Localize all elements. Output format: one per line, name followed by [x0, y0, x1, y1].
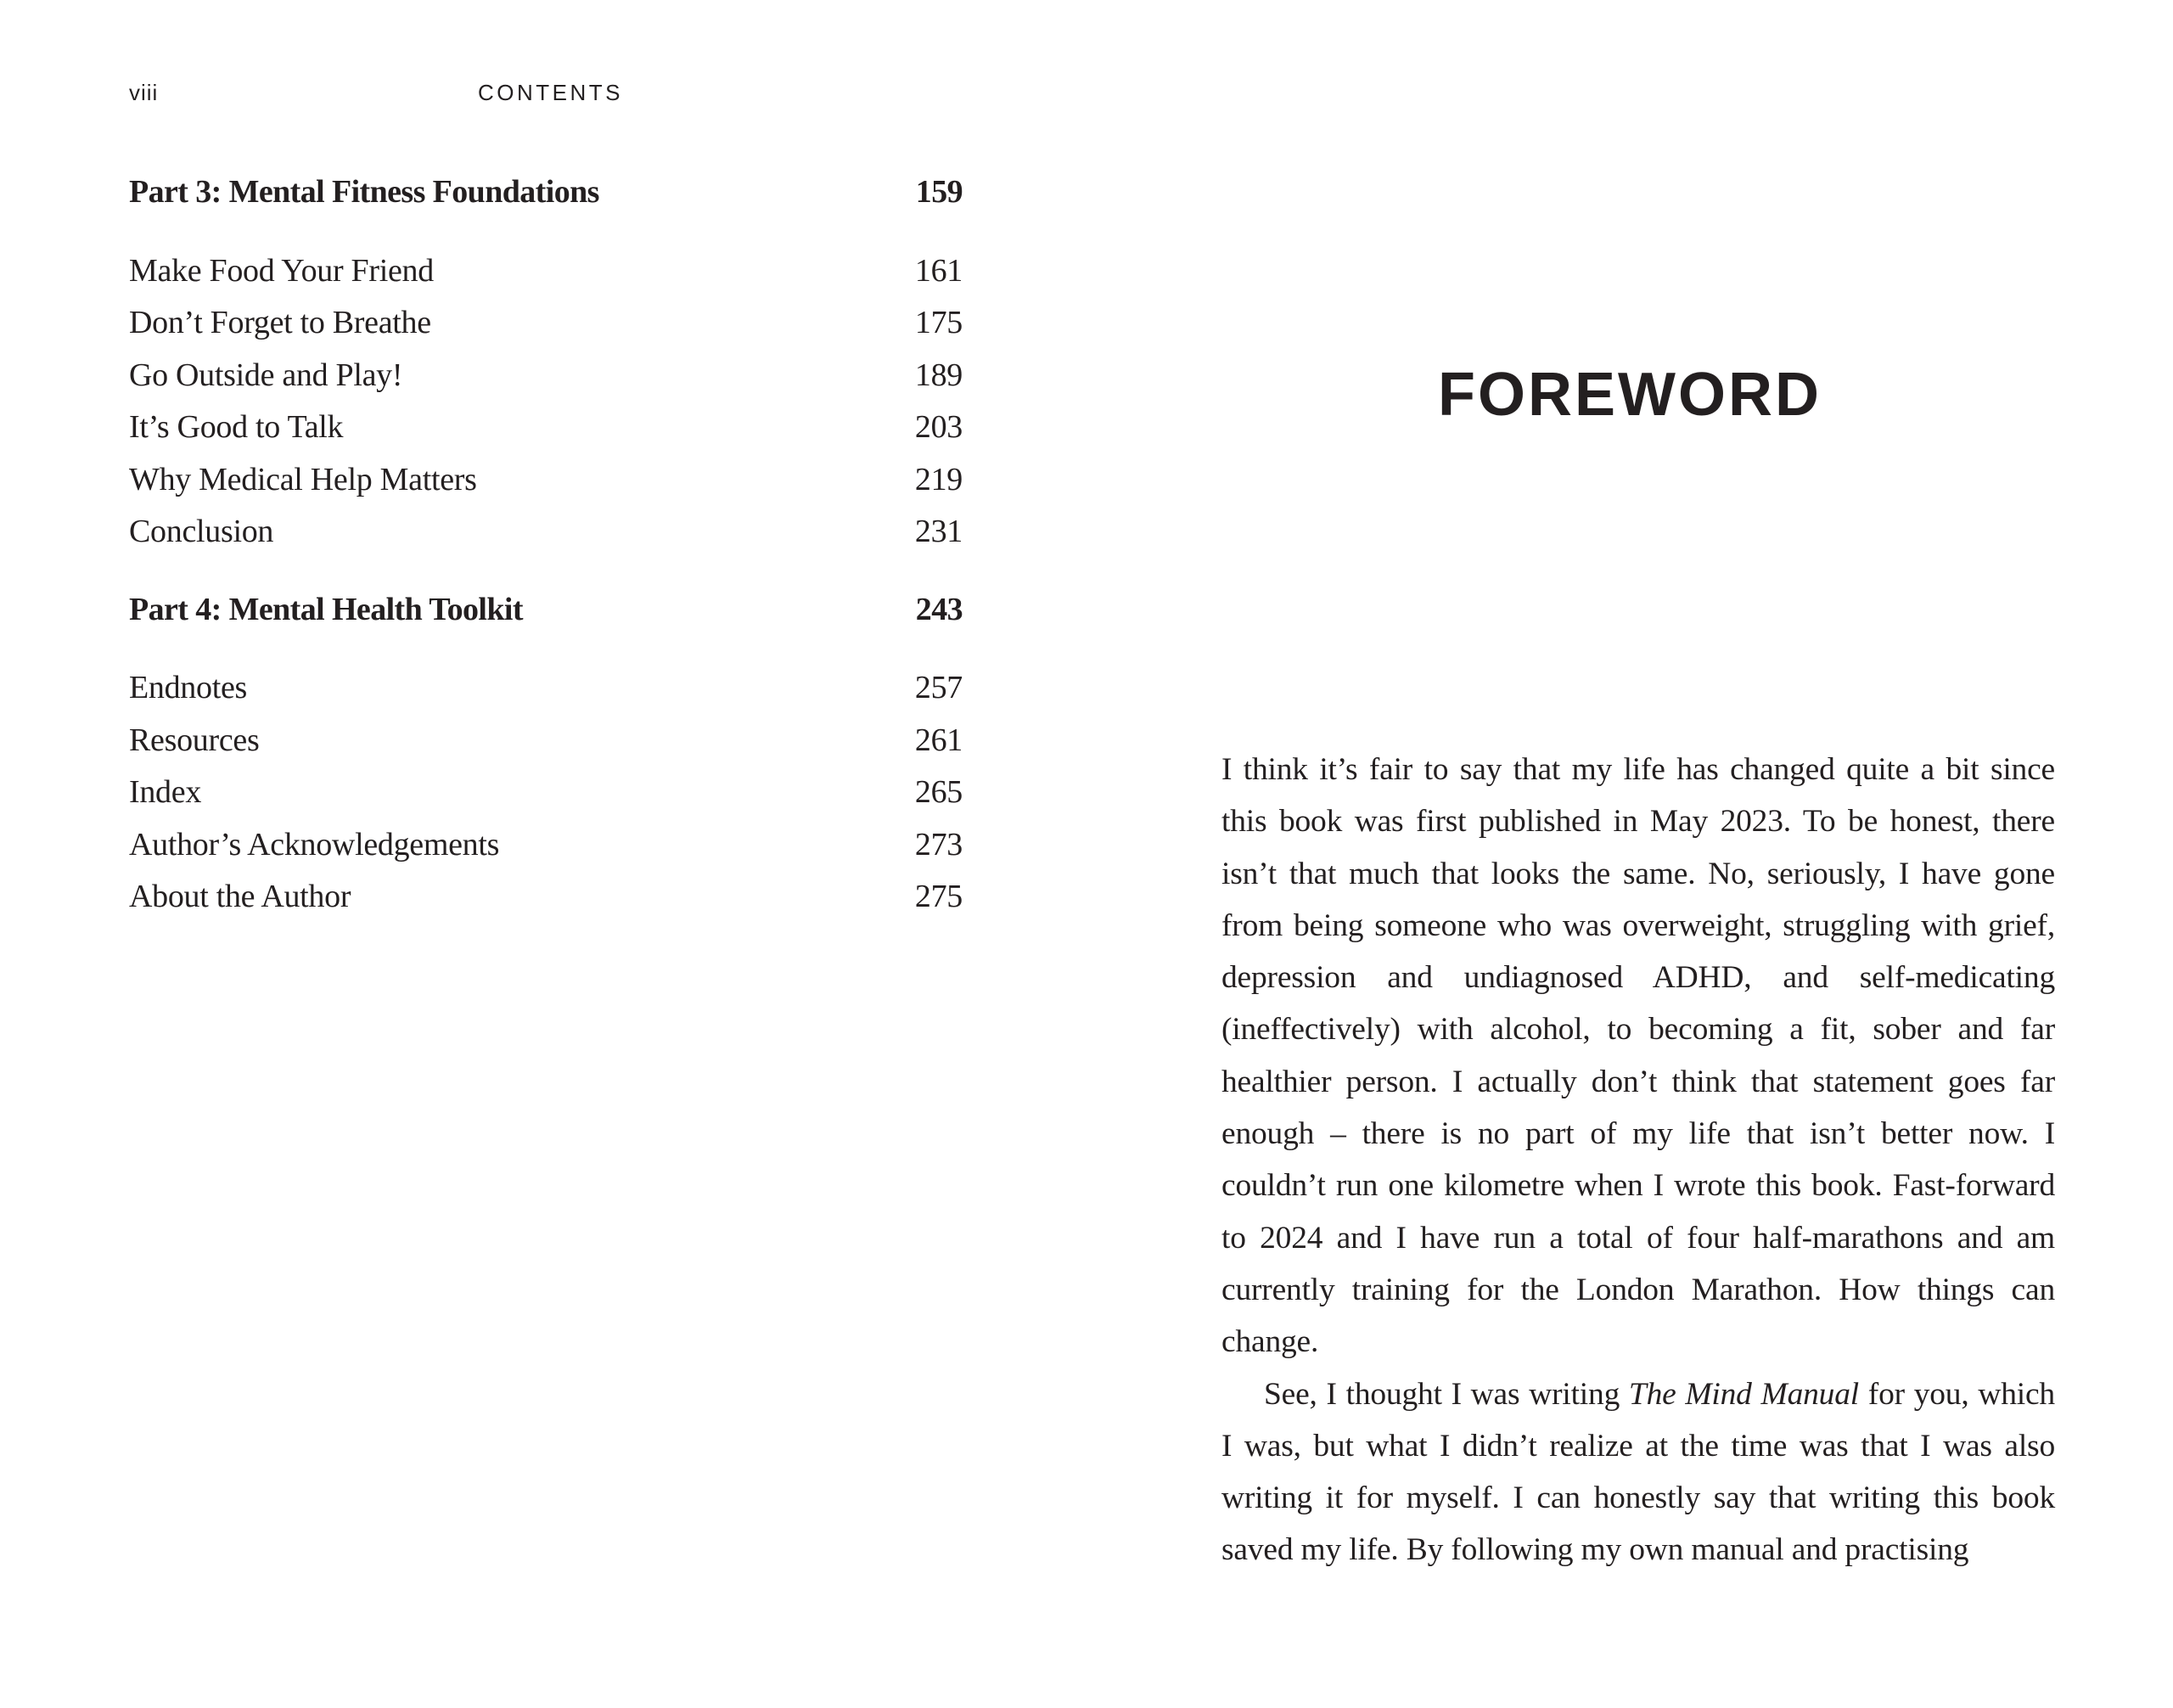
chapter-heading: FOREWORD — [1438, 361, 1822, 429]
body-text — [1221, 744, 2055, 1576]
toc-page-number: 261 — [914, 722, 963, 758]
toc-entry-title: Endnotes — [129, 670, 248, 705]
book-title: The Mind Manual — [1628, 1376, 1859, 1412]
left-page — [0, 0, 1086, 1708]
toc-entry-title: Conclusion — [129, 514, 274, 549]
toc-entry[interactable] — [129, 506, 963, 559]
paragraph-text: for you, which I was, but what I didn’t realize at the time was that I was also writing it for myself. I can honestly say that writing this book saved my life. By following my own manual and practising — [1221, 1376, 2055, 1568]
toc-entry-title: Make Food Your Friend — [129, 252, 434, 289]
toc-page-number: 257 — [914, 670, 963, 705]
toc-entry[interactable] — [129, 297, 963, 350]
toc-page-number: 273 — [914, 826, 963, 862]
toc-entry-title: Go Outside and Play! — [129, 357, 403, 393]
paragraph-text: See, I thought I was writing — [1264, 1376, 1629, 1412]
right-page — [1086, 0, 2173, 1708]
toc-entry-title: Resources — [129, 722, 260, 758]
toc-page-number: 161 — [914, 252, 963, 289]
running-head: CONTENTS — [478, 80, 623, 105]
toc-page-number: 175 — [914, 305, 963, 340]
toc-entry[interactable] — [129, 819, 963, 872]
toc-entry-title: Why Medical Help Matters — [129, 461, 477, 497]
toc-entry[interactable] — [129, 767, 963, 819]
toc-entry[interactable] — [129, 245, 963, 298]
toc-page-number: 219 — [914, 461, 963, 497]
toc-part-title: Part 4: Mental Health Toolkit — [129, 591, 523, 627]
toc-page-number: 189 — [914, 357, 963, 393]
toc-page-number: 159 — [915, 174, 963, 210]
toc-entry-title: It’s Good to Talk — [129, 409, 344, 445]
table-of-contents — [129, 166, 963, 924]
toc-part-heading[interactable] — [129, 166, 963, 219]
toc-entry[interactable] — [129, 871, 963, 924]
toc-part-title: Part 3: Mental Fitness Foundations — [129, 174, 599, 210]
toc-entry[interactable] — [129, 402, 963, 454]
toc-entry[interactable] — [129, 454, 963, 507]
paragraph — [1221, 1368, 2055, 1576]
toc-entry-title: Don’t Forget to Breathe — [129, 305, 431, 340]
toc-page-number: 231 — [914, 514, 963, 549]
toc-entry-title: Author’s Acknowledgements — [129, 826, 500, 862]
paragraph: I think it’s fair to say that my life has changed quite a bit since this book was first published in May 2023. To be honest, there isn’t that much that looks the same. No, seriously, I have gone from being someone who was overweight, struggling with grief, depression and undiagnosed ADHD, and self-medicating (ineffectively) with alcohol, to becoming a fit, sober and far healthier person. I actually don’t think that statement goes far enough – there is no part of my life that isn’t better now. I couldn’t run one kilometre when I wrote this book. Fast-forward to 2024 and I have run a total of four half-marathons and am currently training for the London Marathon. How things can change. — [1221, 752, 2055, 1360]
toc-page-number: 265 — [914, 774, 963, 810]
toc-page-number: 203 — [914, 409, 963, 445]
toc-entry[interactable] — [129, 662, 963, 715]
toc-part-heading[interactable] — [129, 584, 963, 637]
toc-entry-title: About the Author — [129, 879, 351, 914]
toc-entry[interactable] — [129, 350, 963, 402]
page-number: viii — [129, 80, 159, 105]
toc-entry-title: Index — [129, 774, 202, 810]
toc-page-number: 275 — [914, 879, 963, 914]
toc-entry[interactable] — [129, 715, 963, 767]
toc-page-number: 243 — [915, 591, 963, 627]
